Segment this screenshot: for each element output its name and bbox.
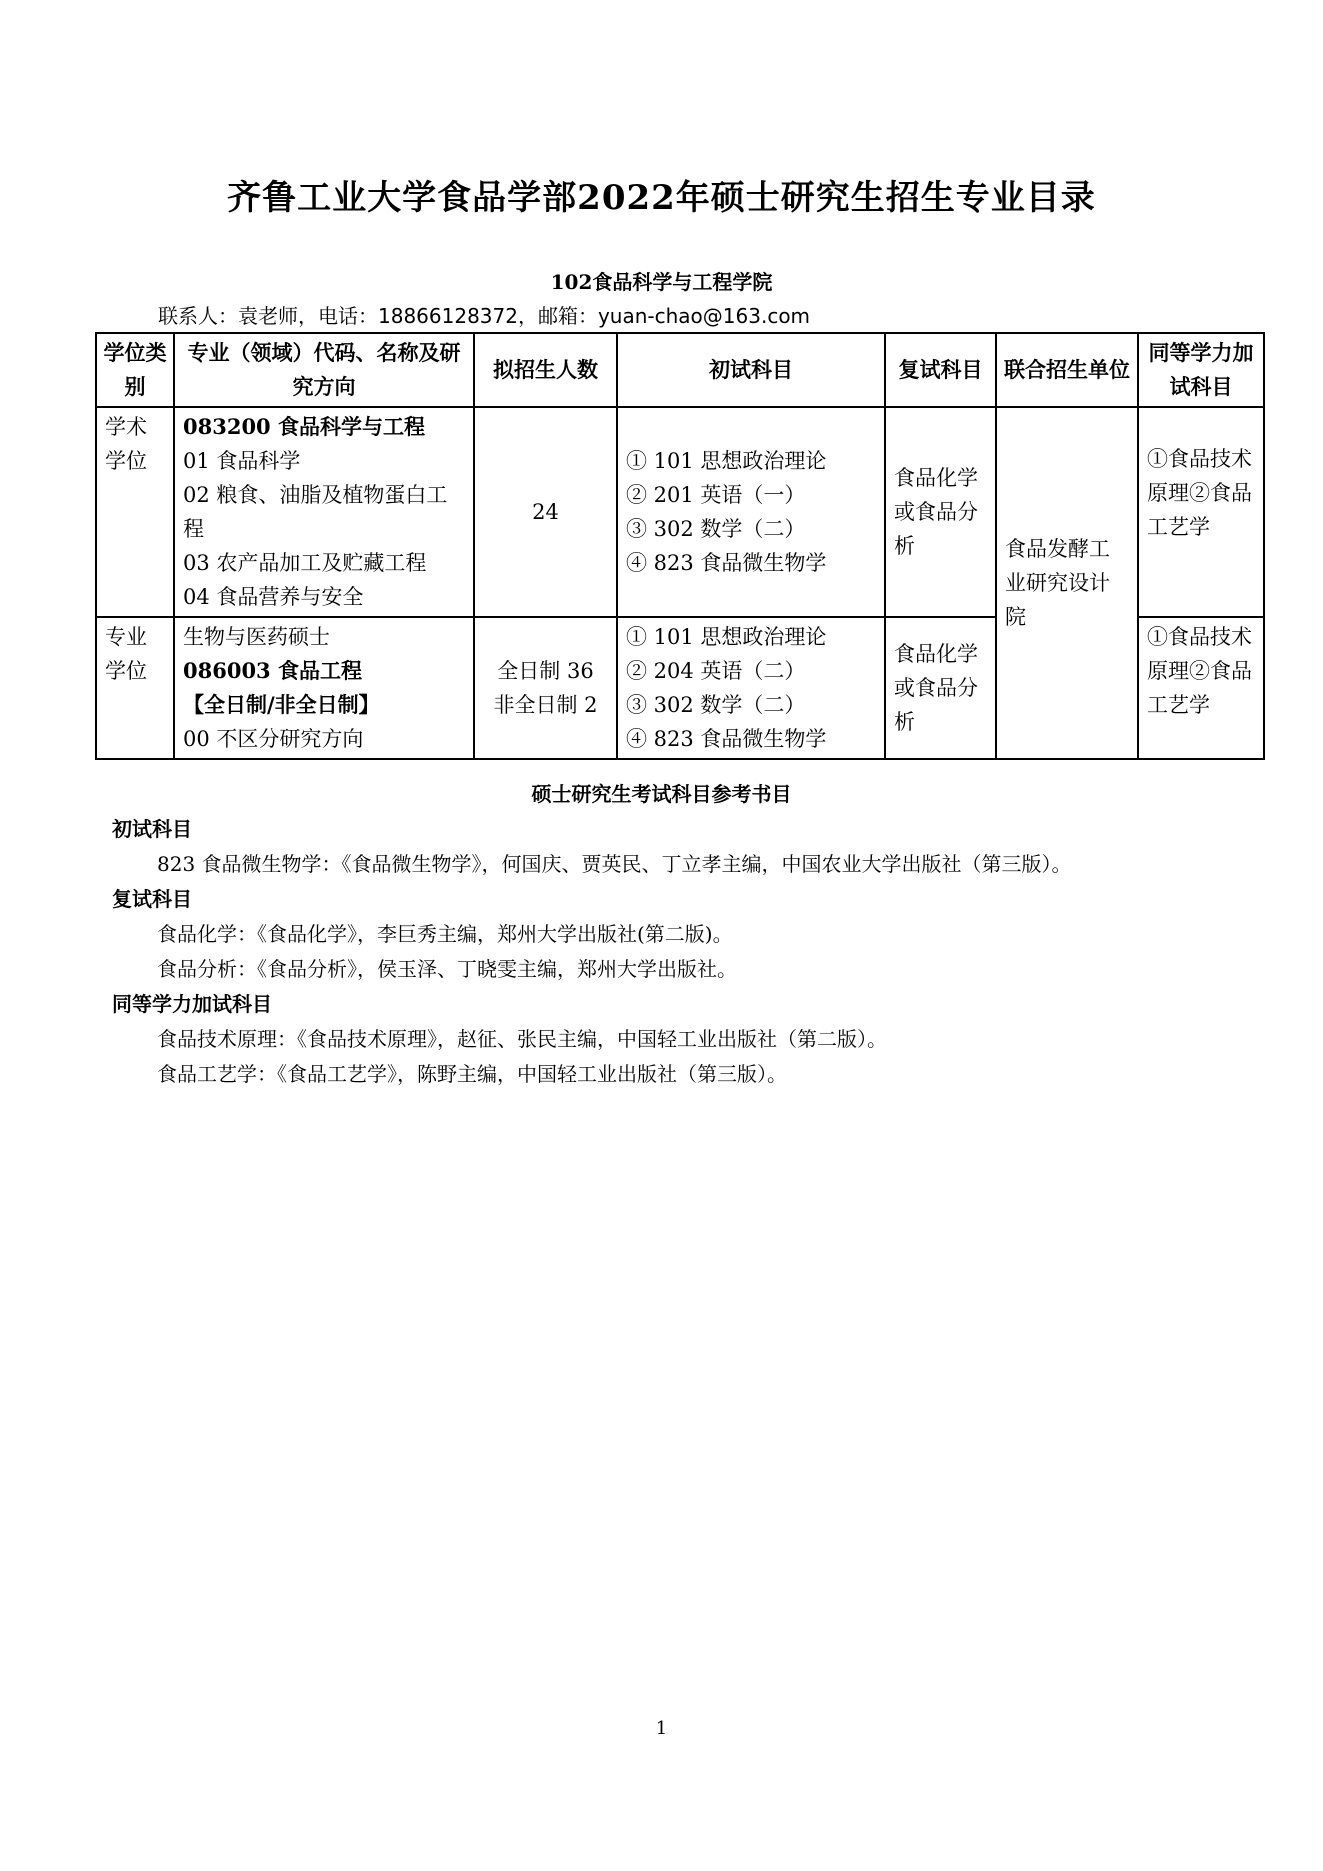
prelim-subject: ③ 302 数学（二） bbox=[626, 693, 806, 717]
header-retest: 复试科目 bbox=[885, 333, 996, 407]
prelim-subject: ④ 823 食品微生物学 bbox=[626, 551, 827, 575]
header-major: 专业（领域）代码、名称及研究方向 bbox=[174, 333, 474, 407]
prelim-subject: ① 101 思想政治理论 bbox=[626, 625, 827, 649]
enroll-cell bbox=[474, 617, 617, 759]
degree-type-cell: 学术学位 bbox=[96, 407, 174, 617]
table-row bbox=[96, 407, 1264, 617]
prelim-subject: ① 101 思想政治理论 bbox=[626, 449, 827, 473]
references-list bbox=[112, 812, 1262, 1092]
major-category: 生物与医药硕士 bbox=[183, 625, 330, 649]
major-mode: 【全日制/非全日制】 bbox=[183, 692, 380, 717]
header-degree-type: 学位类别 bbox=[96, 333, 174, 407]
enroll-parttime: 非全日制 2 bbox=[493, 693, 598, 717]
references-title: 硕士研究生考试科目参考书目 bbox=[531, 782, 792, 806]
references-heading: 复试科目 bbox=[112, 887, 192, 911]
enroll-fulltime: 全日制 36 bbox=[497, 659, 594, 683]
prelim-cell bbox=[617, 407, 885, 617]
major-direction: 01 食品科学 bbox=[183, 449, 301, 473]
college-heading: 102食品科学与工程学院 bbox=[550, 270, 773, 294]
contact-info: 联系人：袁老师，电话：18866128372，邮箱：yuan-chao@163.com bbox=[158, 304, 811, 328]
reference-item: 食品技术原理：《食品技术原理》，赵征、张民主编，中国轻工业出版社（第二版）。 bbox=[157, 1027, 887, 1051]
enroll-cell: 24 bbox=[474, 407, 617, 617]
major-direction: 02 粮食、油脂及植物蛋白工程 bbox=[183, 483, 448, 541]
major-direction: 04 食品营养与安全 bbox=[183, 585, 364, 609]
references-heading: 同等学力加试科目 bbox=[112, 992, 272, 1016]
degree-type-cell: 专业学位 bbox=[96, 617, 174, 759]
major-code: 086003 食品工程 bbox=[183, 658, 362, 683]
table-header-row bbox=[96, 333, 1264, 407]
reference-item: 823 食品微生物学：《食品微生物学》，何国庆、贾英民、丁立孝主编，中国农业大学出版社（第三版）。 bbox=[157, 852, 1072, 876]
prelim-subject: ③ 302 数学（二） bbox=[626, 517, 806, 541]
extra-cell: ①食品技术原理②食品工艺学 bbox=[1138, 407, 1264, 617]
prelim-subject: ② 201 英语（一） bbox=[626, 483, 806, 507]
header-prelim: 初试科目 bbox=[617, 333, 885, 407]
major-direction: 00 不区分研究方向 bbox=[183, 727, 364, 751]
reference-item: 食品工艺学：《食品工艺学》，陈野主编，中国轻工业出版社（第三版）。 bbox=[157, 1062, 787, 1086]
prelim-cell bbox=[617, 617, 885, 759]
header-extra: 同等学力加试科目 bbox=[1138, 333, 1264, 407]
page-title: 齐鲁工业大学食品学部2022年硕士研究生招生专业目录 bbox=[227, 178, 1096, 218]
retest-cell: 食品化学或食品分析 bbox=[885, 407, 996, 617]
major-code: 083200 食品科学与工程 bbox=[183, 414, 425, 439]
major-cell bbox=[174, 617, 474, 759]
retest-cell: 食品化学或食品分析 bbox=[885, 617, 996, 759]
references-heading: 初试科目 bbox=[112, 817, 192, 841]
reference-item: 食品化学：《食品化学》，李巨秀主编，郑州大学出版社(第二版)。 bbox=[157, 922, 733, 946]
prelim-subject: ④ 823 食品微生物学 bbox=[626, 727, 827, 751]
major-cell bbox=[174, 407, 474, 617]
major-direction: 03 农产品加工及贮藏工程 bbox=[183, 551, 427, 575]
joint-cell: 食品发酵工业研究设计院 bbox=[996, 407, 1138, 759]
page-number: 1 bbox=[655, 1718, 668, 1739]
reference-item: 食品分析：《食品分析》，侯玉泽、丁晓雯主编，郑州大学出版社。 bbox=[157, 957, 737, 981]
extra-cell: ①食品技术原理②食品工艺学 bbox=[1138, 617, 1264, 759]
catalog-table bbox=[95, 332, 1265, 760]
header-joint: 联合招生单位 bbox=[996, 333, 1138, 407]
prelim-subject: ② 204 英语（二） bbox=[626, 659, 806, 683]
header-enroll: 拟招生人数 bbox=[474, 333, 617, 407]
